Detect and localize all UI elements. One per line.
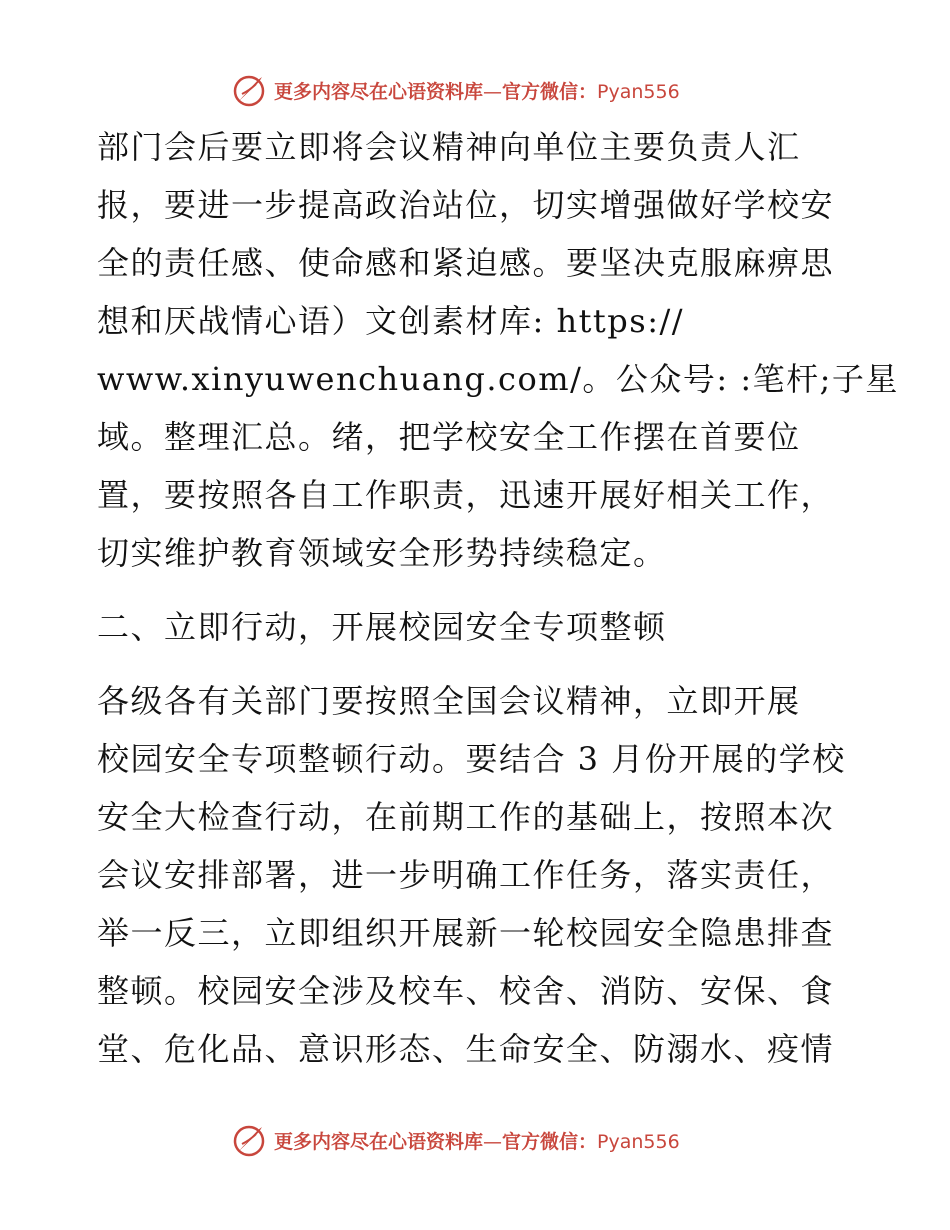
text-line: 各级各有关部门要按照全国会议精神，立即开展 <box>97 682 801 720</box>
banner-text <box>274 1127 680 1154</box>
banner-wechat-label: 官方微信： <box>502 1130 598 1153</box>
paragraph-1 <box>97 118 899 582</box>
text-line: 整顿。校园安全涉及校车、校舍、消防、安保、食 <box>97 972 835 1010</box>
text-line: www.xinyuwenchuang.com/。公众号: :笔杆;子星 <box>97 360 899 398</box>
text-line: 安全大检查行动，在前期工作的基础上，按照本次 <box>97 798 835 836</box>
footer-banner <box>232 1120 752 1160</box>
banner-text <box>274 77 680 104</box>
text-line: 堂、危化品、意识形态、生命安全、防溺水、疫情 <box>97 1030 835 1068</box>
quill-logo-icon <box>232 72 268 108</box>
text-line: 全的责任感、使命感和紧迫感。要坚决克服麻痹思 <box>97 244 835 282</box>
text-line: 会议安排部署，进一步明确工作任务，落实责任， <box>97 856 835 894</box>
document-body <box>97 118 899 1078</box>
text-line: 举一反三，立即组织开展新一轮校园安全隐患排查 <box>97 914 835 952</box>
text-line: 报，要进一步提高政治站位，切实增强做好学校安 <box>97 186 835 224</box>
text-line: 切实维护教育领域安全形势持续稳定。 <box>97 534 667 572</box>
text-line: 置，要按照各自工作职责，迅速开展好相关工作， <box>97 476 835 514</box>
header-banner <box>232 70 752 110</box>
banner-wechat-id: Pyan556 <box>597 1130 680 1153</box>
banner-cn-text: 更多内容尽在心语资料库 <box>274 80 484 103</box>
banner-dash: — <box>483 80 503 103</box>
banner-wechat-id: Pyan556 <box>597 80 680 103</box>
banner-cn-text: 更多内容尽在心语资料库 <box>274 1130 484 1153</box>
text-line: 想和厌战情心语）文创素材库: https:// <box>97 302 685 340</box>
text-line: 校园安全专项整顿行动。要结合 3 月份开展的学校 <box>97 740 846 778</box>
text-line: 域。整理汇总。绪，把学校安全工作摆在首要位 <box>97 418 801 456</box>
section-heading: 二、立即行动，开展校园安全专项整顿 <box>97 608 667 646</box>
banner-wechat-label: 官方微信： <box>502 80 598 103</box>
banner-dash: — <box>483 1130 503 1153</box>
quill-logo-icon <box>232 1122 268 1158</box>
paragraph-2 <box>97 672 857 1078</box>
text-line: 部门会后要立即将会议精神向单位主要负责人汇 <box>97 128 801 166</box>
